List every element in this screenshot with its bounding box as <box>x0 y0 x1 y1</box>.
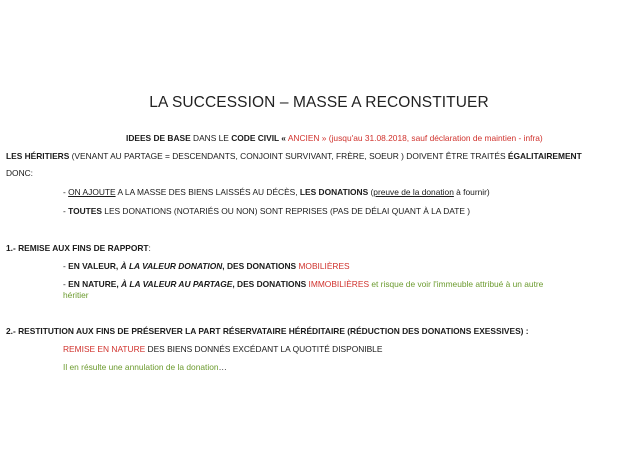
dash: - <box>63 279 69 289</box>
heirs-line <box>6 151 582 162</box>
section2-line1 <box>63 344 382 355</box>
section1-item-value <box>63 261 350 272</box>
colon: : <box>148 243 151 253</box>
des-donations: , DES DONATIONS <box>222 261 299 271</box>
on-ajoute: ON AJOUTE <box>68 187 116 197</box>
en-valeur: EN VALEUR, <box>68 261 119 271</box>
section2-line2 <box>63 362 227 373</box>
des-donations: , DES DONATIONS <box>232 279 309 289</box>
risk-note-cont: héritier <box>63 290 89 300</box>
donc-line: DONC: <box>6 168 33 178</box>
mobilieres: MOBILIÈRES <box>298 261 350 271</box>
section2-line1-text: DES BIENS DONNÉS EXCÉDANT LA QUOTITÉ DISPONIBLE <box>145 344 383 354</box>
ideas-text: DANS LE <box>190 133 232 143</box>
les-donations: LES DONATIONS <box>299 187 369 197</box>
immobilieres: IMMOBILIÈRES <box>308 279 370 289</box>
section2-heading <box>6 326 529 337</box>
heirs-label: LES HÉRITIERS <box>6 151 70 161</box>
dash: - <box>63 206 69 216</box>
heirs-text: (VENANT AU PARTAGE = DESCENDANTS, CONJOINT SURVIVANT, FRÈRE, SOEUR ) DOIVENT ÊTRE TRAITÉS <box>69 151 508 161</box>
dash: - <box>63 261 69 271</box>
ellipsis: … <box>218 362 227 372</box>
annulation-note: Il en résulte une annulation de la donation <box>63 362 219 372</box>
heirs-emphasis: ÉGALITAIREMENT <box>507 151 582 161</box>
section1-heading <box>6 243 151 254</box>
dash: - <box>63 187 69 197</box>
code-civil-label: CODE CIVIL « <box>231 133 286 143</box>
bullet-add-donations <box>63 187 490 198</box>
en-nature: EN NATURE, <box>68 279 119 289</box>
paren-open: ( <box>368 187 374 197</box>
ideas-label: IDEES DE BASE <box>126 133 191 143</box>
remise-en-nature: REMISE EN NATURE <box>63 344 146 354</box>
section1-title: 1.- REMISE AUX FINS DE RAPPORT <box>6 243 149 253</box>
bullet2-text: LES DONATIONS (NOTARIÉS OU NON) SONT REPRISES (PAS DE DÉLAI QUANT À LA DATE ) <box>101 206 471 216</box>
valeur-donation: À LA VALEUR DONATION <box>120 261 223 271</box>
section1-item-nature <box>63 279 619 290</box>
bullet1-end: à fournir) <box>453 187 490 197</box>
toutes: TOUTES <box>68 206 102 216</box>
risk-note: et risque de voir l'immeuble attribué à un autre <box>369 279 544 289</box>
bullet1-text: A LA MASSE DES BIENS LAISSÉS AU DÉCÈS, <box>115 187 300 197</box>
valeur-partage: À LA VALEUR AU PARTAGE <box>121 279 233 289</box>
section2-title: 2.- RESTITUTION AUX FINS DE PRÉSERVER LA PART RÉSERVATAIRE HÉRÉDITAIRE (RÉDUCTION DES DONATIONS EXESSIVES) : <box>6 326 529 336</box>
ideas-line <box>126 133 543 144</box>
slide-title: LA SUCCESSION – MASSE A RECONSTITUER <box>149 94 489 111</box>
proof-note: preuve de la donation <box>373 187 454 197</box>
ancien-note: ANCIEN » (jusqu'au 31.08.2018, sauf déclaration de maintien - infra) <box>285 133 543 143</box>
bullet-all-donations <box>63 206 470 217</box>
